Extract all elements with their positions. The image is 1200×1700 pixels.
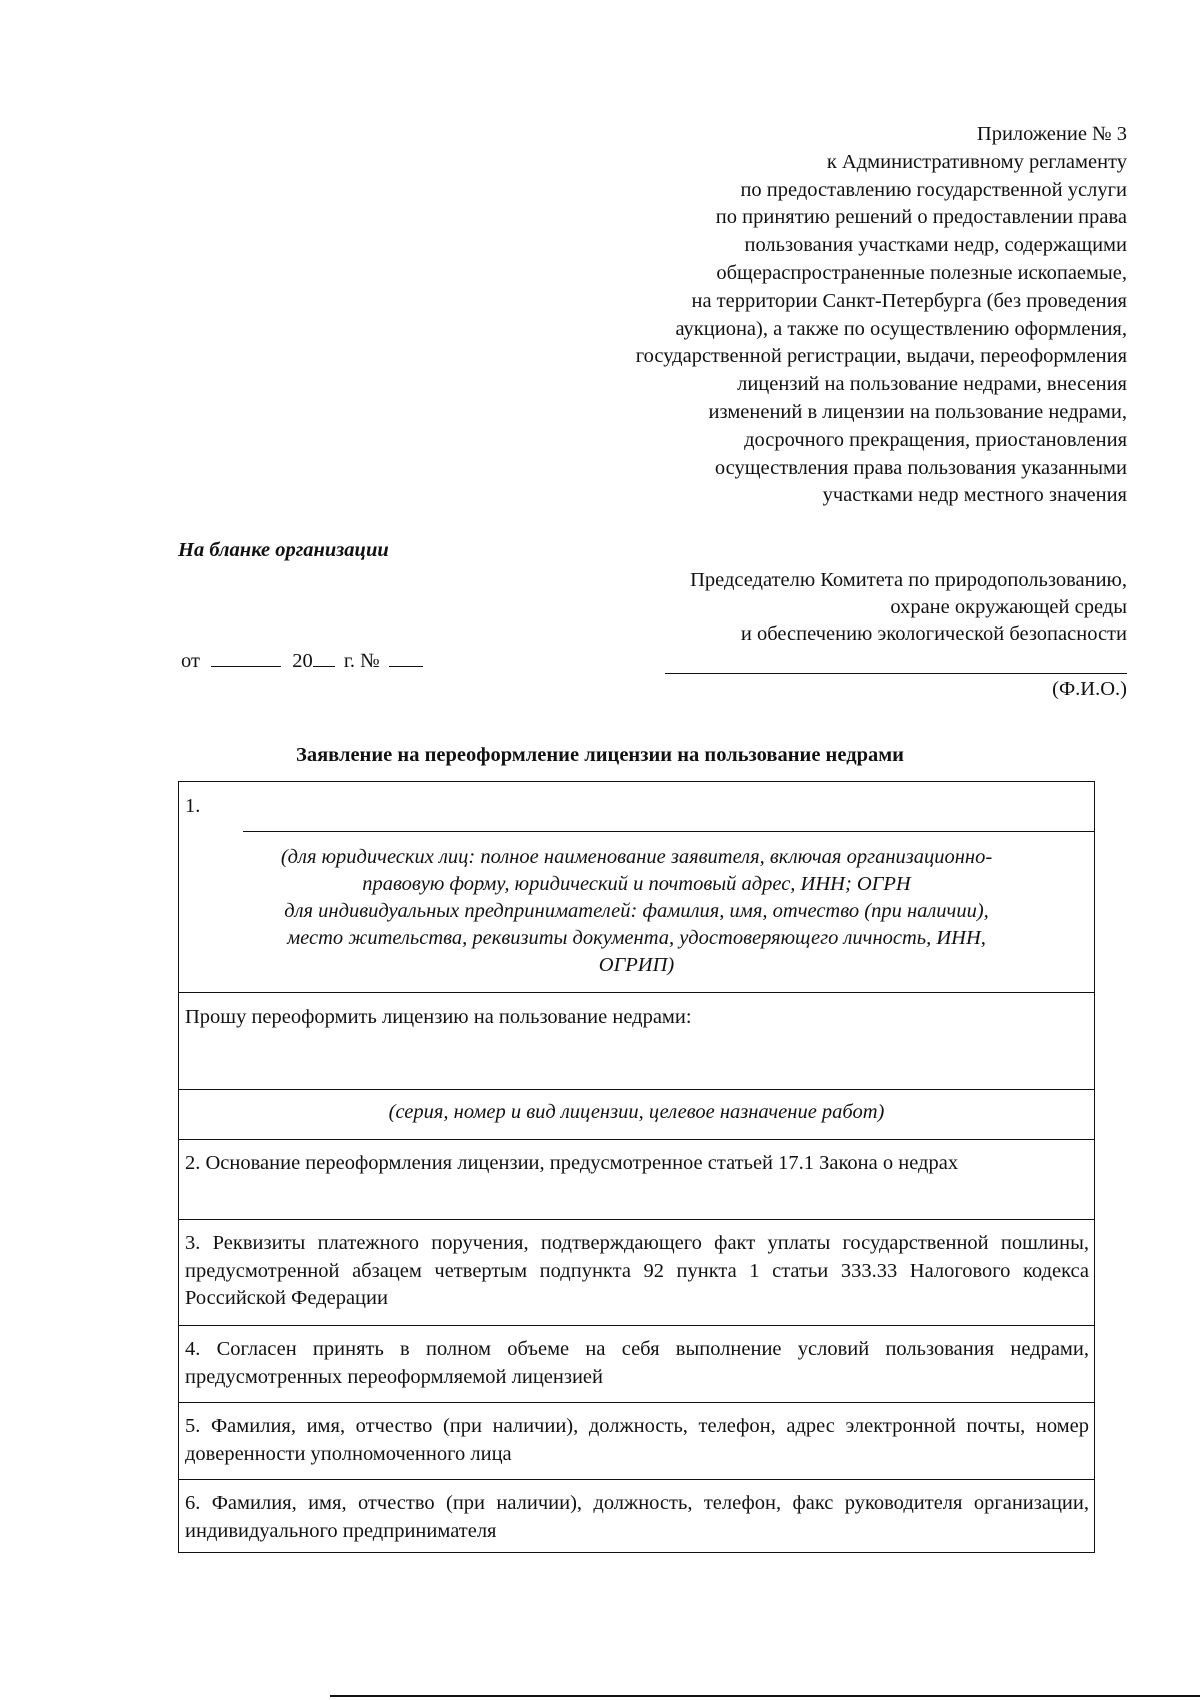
footer-rule: [330, 1695, 1200, 1697]
applicant-cell: [179, 782, 1094, 993]
item-2-cell[interactable]: 2. Основание переоформления лицензии, предусмотренное статьей 17.1 Закона о недрах: [179, 1140, 1094, 1220]
addressee-name-line[interactable]: [665, 673, 1127, 674]
item-4-cell[interactable]: 4. Согласен принять в полном объеме на себя выполнение условий пользования недрами, предусмотренных переоформляемой лицензией: [179, 1326, 1094, 1403]
addressee-line: и обеспечению экологической безопасности: [740, 623, 1127, 645]
appendix-line: участками недр местного значения: [822, 484, 1127, 507]
appendix-line: пользования участками недр, содержащими: [744, 234, 1127, 257]
year-blank[interactable]: [313, 665, 335, 667]
appendix-line: по принятию решений о предоставлении права: [715, 206, 1127, 229]
appendix-line: досрочного прекращения, приостановления: [744, 428, 1127, 451]
item-3-cell[interactable]: 3. Реквизиты платежного поручения, подтверждающего факт уплаты государственной пошлины, предусмотренной абзацем четвертым подпункта 92 пункта 1 статьи 333.33 Налогового кодекса Российской Федерации: [179, 1220, 1094, 1326]
addressee-line: охране окружающей среды: [890, 596, 1127, 618]
date-blank[interactable]: [211, 665, 281, 667]
appendix-line: аукциона), а также по осуществлению оформления,: [675, 317, 1127, 340]
appendix-line: государственной регистрации, выдачи, переоформления: [635, 345, 1127, 368]
item-1-number: 1.: [185, 795, 201, 817]
hint-line: (для юридических лиц: полное наименование заявителя, включая организационно-: [280, 846, 993, 868]
hint-line: место жительства, реквизиты документа, удостоверяющего личность, ИНН,: [287, 927, 986, 949]
appendix-line: лицензий на пользование недрами, внесения: [737, 373, 1127, 396]
request-text: Прошу переоформить лицензию на пользование недрами:: [185, 1006, 692, 1028]
application-form-table: [178, 781, 1095, 1553]
hint-line: правовую форму, юридический и почтовый адрес, ИНН; ОГРН: [362, 873, 911, 895]
request-cell[interactable]: [179, 993, 1094, 1090]
appendix-line: на территории Санкт-Петербурга (без проведения: [691, 289, 1127, 312]
appendix-line: общераспространенные полезные ископаемые,: [716, 261, 1127, 284]
addressee-block: [690, 567, 1127, 648]
appendix-line: Приложение № 3: [976, 123, 1127, 145]
addressee-line: Председателю Комитета по природопользованию,: [690, 569, 1127, 591]
date-from-label: от: [181, 650, 200, 672]
item-6-cell[interactable]: 6. Фамилия, имя, отчество (при наличии), должность, телефон, факс руководителя организации, индивидуального предпринимателя: [185, 1492, 1089, 1542]
number-blank[interactable]: [389, 665, 423, 667]
appendix-line: осуществления права пользования указанными: [714, 456, 1127, 479]
fio-label: (Ф.И.О.): [1052, 678, 1127, 700]
year-prefix: 20: [292, 650, 313, 672]
hint-line: ОГРИП): [598, 954, 675, 976]
document-title: Заявление на переоформление лицензии на пользование недрами: [296, 744, 904, 766]
license-hint-cell: [179, 1090, 1094, 1140]
applicant-name-line[interactable]: [243, 831, 1094, 832]
hint-line: для индивидуальных предпринимателей: фамилия, имя, отчество (при наличии),: [284, 900, 989, 922]
letterhead-note: На бланке организации: [178, 539, 389, 561]
license-hint: (серия, номер и вид лицензии, целевое назначение работ): [388, 1101, 885, 1123]
appendix-header: [636, 121, 1127, 510]
item-5-cell[interactable]: 5. Фамилия, имя, отчество (при наличии), должность, телефон, адрес электронной почты, номер доверенности уполномоченного лица: [179, 1403, 1094, 1480]
appendix-line: изменений в лицензии на пользование недрами,: [708, 400, 1127, 423]
appendix-line: по предоставлению государственной услуги: [740, 178, 1127, 201]
applicant-hint: [189, 844, 1084, 979]
appendix-line: к Административному регламенту: [826, 150, 1127, 173]
year-number-label: г. №: [343, 650, 380, 672]
date-number-line: [181, 650, 423, 673]
